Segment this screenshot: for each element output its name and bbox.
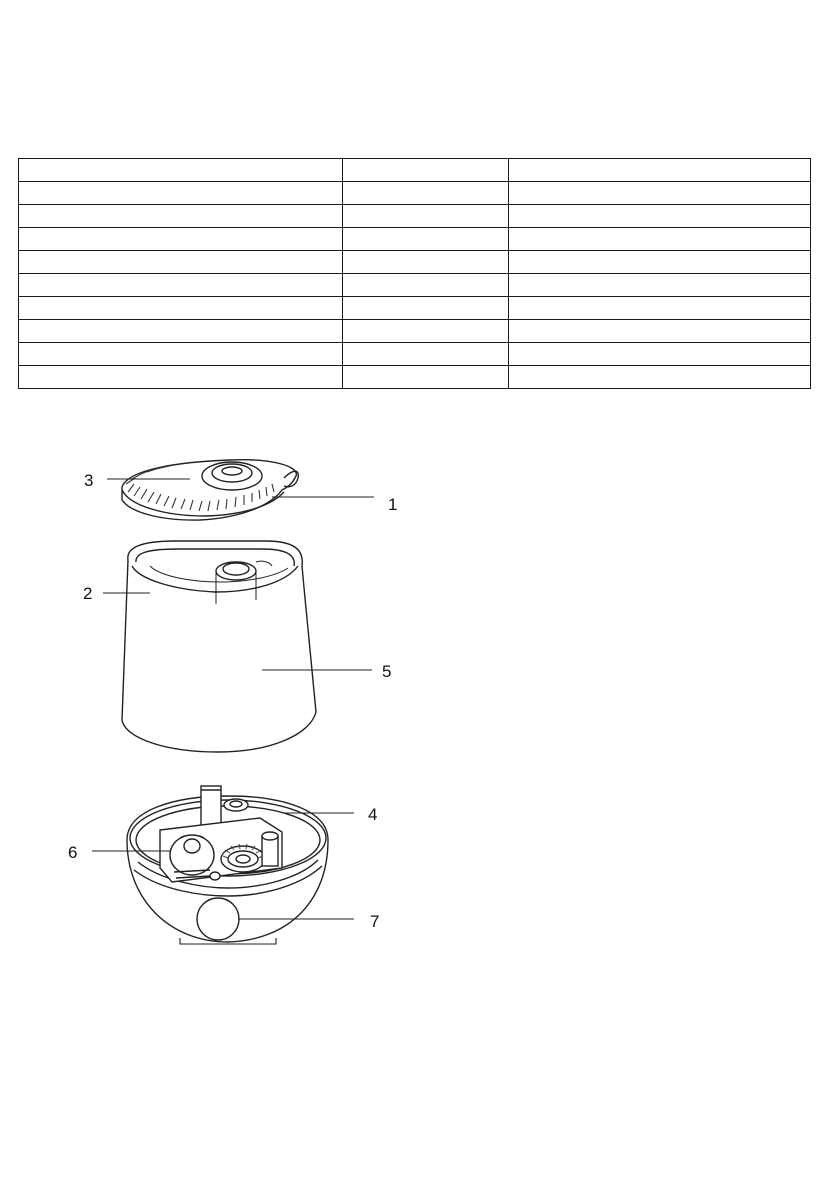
callout-5: 5: [382, 662, 392, 681]
callout-6: 6: [68, 843, 78, 862]
water-tank-drawing: [122, 541, 316, 752]
callout-7: 7: [370, 912, 380, 931]
callout-4: 4: [368, 805, 378, 824]
base-unit-drawing: [127, 786, 328, 944]
top-cover-drawing: [122, 460, 298, 520]
callout-2: 2: [83, 584, 93, 603]
callout-3: 3: [84, 471, 94, 490]
callout-1: 1: [388, 495, 398, 514]
